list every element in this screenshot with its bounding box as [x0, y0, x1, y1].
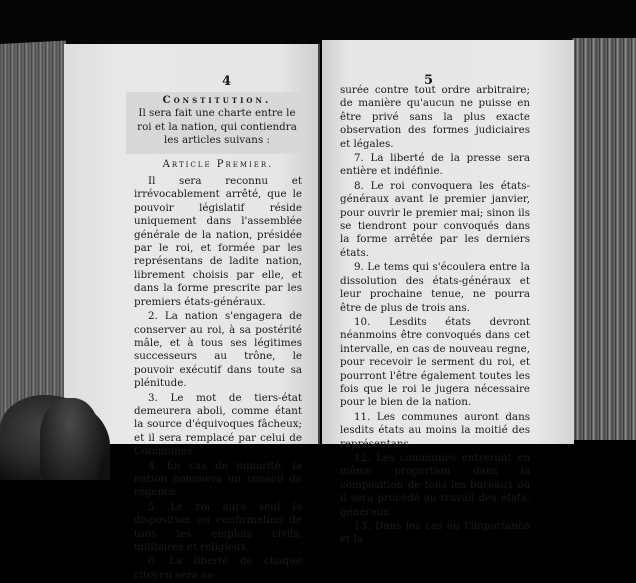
left-page	[64, 44, 320, 581]
right-page	[322, 40, 574, 546]
paragraph: 2. La nation s'engagera de conserver au roi, à sa postérité mâle, et à tous ses légitimes successeurs au trône, le pouvoir exécutif dans toute sa plénitude.	[134, 310, 302, 390]
paragraph: Il sera reconnu et irrévocablement arrêté, que le pouvoir législatif réside uniquement dans l'assemblée générale de la nation, présidée par le roi, et formée par les représentans de ladite nation, librement choisis par elle, et dans la forme prescrite par les premiers états-généraux.	[134, 175, 302, 308]
paragraph: 8. Le roi convoquera les états-généraux avant le premier janvier, pour ouvrir le premier mai; sinon ils se tiendront pour convoqués dans la forme arrêtée par les derniers états.	[340, 179, 530, 259]
intro-text: Il sera fait une charte entre le roi et la nation, qui contiendra les articles suivans :	[137, 107, 297, 147]
paragraph: 12. Les communes entreront en même proportion dans la composition de tous les bureaux où il sera procédé au travail des états-généraux.	[340, 451, 530, 518]
page-number: 5	[424, 73, 434, 88]
left-page-text	[134, 92, 302, 583]
paragraph: 13. Dans les cas où l'importance et la	[340, 520, 530, 546]
paragraph: 5. Le roi aura seul la disposition ou confirmation de tous les emplois civils, militaires et religieux.	[134, 500, 302, 553]
page-number: 4	[222, 74, 232, 89]
paragraph: 9. Le tems qui s'écoulera entre la dissolution des états-généraux et leur prochaine tenue, ne pourra être de plus de trois ans.	[340, 261, 530, 314]
article-title: Article Premier.	[162, 158, 274, 170]
right-page-text	[340, 84, 530, 548]
book-fore-edge-left	[0, 41, 66, 444]
hand-finger	[40, 398, 100, 480]
paragraph: 11. Les communes auront dans lesdits états au moins la moitié des représentans.	[340, 410, 530, 450]
paragraph: 7. La liberté de la presse sera entière et indéfinie.	[340, 152, 530, 178]
section-header: Constitution.	[162, 95, 272, 106]
paragraph: 4. En cas de minorité, la nation nommera un conseil de régence.	[134, 459, 302, 499]
paragraph: 6. La liberté de chaque citoyen sera as-	[134, 555, 302, 581]
paragraph: 10. Lesdits états devront néanmoins être convoqués dans cet intervalle, en cas de nouveau regne, pour recevoir le serment du roi, et pourront l'être également toutes les fois que le roi le jugera nécessaire pour le bien de la nation.	[340, 315, 530, 409]
paragraph: surée contre tout ordre arbitraire; de manière qu'aucun ne puisse en être privé sans la plus exacte observation des formes judiciaires et légales.	[340, 84, 530, 150]
paragraph: 3. Le mot de tiers-état demeurera aboli, comme étant la source d'équivoques fâcheux; et il sera remplacé par celui de Communes.	[134, 391, 302, 458]
header-band	[126, 92, 308, 154]
book-fore-edge-right	[572, 38, 636, 440]
